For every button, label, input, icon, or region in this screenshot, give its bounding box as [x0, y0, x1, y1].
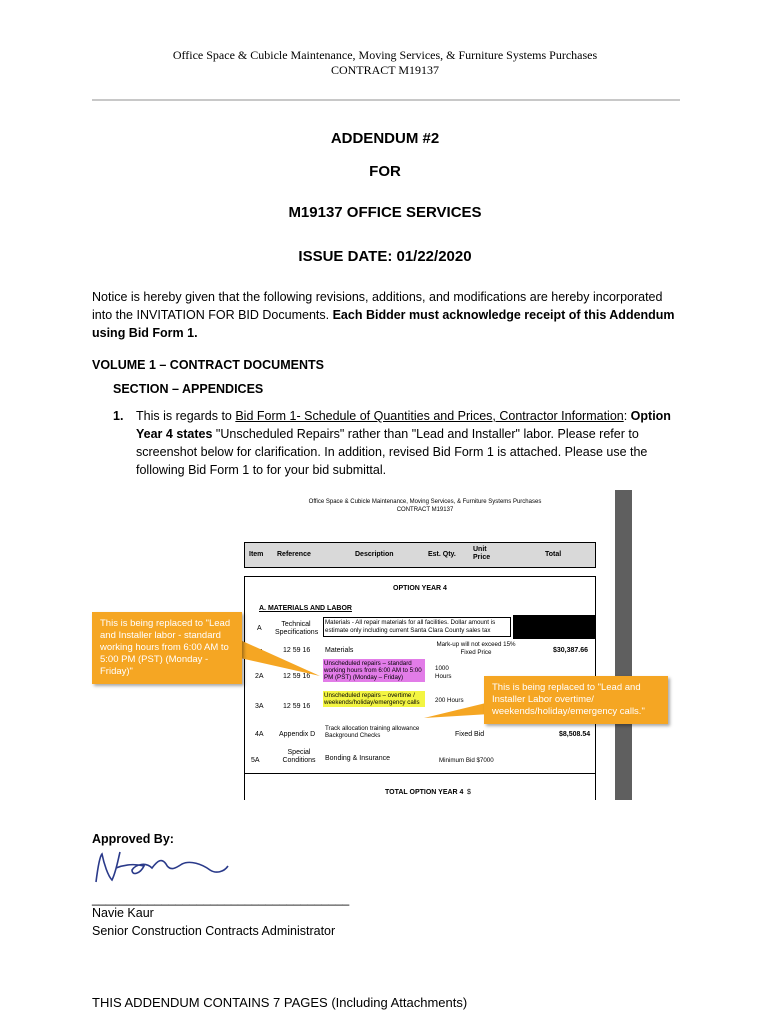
row-1a-desc: Materials [325, 647, 354, 654]
row-3a-ref: 12 59 16 [283, 703, 311, 710]
row-3a-qty: 200 Hours [435, 697, 464, 704]
approver-title: Senior Construction Contracts Administrator [92, 924, 336, 938]
row-5a-ref: Special Conditions [282, 749, 316, 764]
bid-form-screenshot [240, 490, 632, 800]
row-1a-total: $30,387.66 [553, 647, 589, 654]
row-4a-qty: Fixed Bid [455, 731, 485, 738]
row-1a-qty: Mark-up will not exceed 15% Fixed Price [436, 641, 516, 656]
item-1-paragraph [136, 407, 682, 479]
item-1-colon: : [623, 409, 631, 423]
signature-line: _____________________________________ [92, 892, 350, 906]
col-est-qty: Est. Qty. [428, 551, 456, 558]
header-line-1: Office Space & Cubicle Maintenance, Moving Services, & Furniture Systems Purchases [172, 48, 598, 62]
notice-bold: Each Bidder must acknowledge receipt of this Addendum using Bid Form 1. [92, 308, 675, 340]
row-4a-total: $8,508.54 [559, 731, 591, 738]
row-3a-item: 3A [255, 703, 264, 710]
shot-header-1: Office Space & Cubicle Maintenance, Moving Services, & Furniture Systems Purchases [308, 499, 542, 505]
item-1-pre: This is regards to [136, 409, 236, 423]
services-title: M19137 OFFICE SERVICES [288, 204, 482, 221]
approved-by-label: Approved By: [92, 832, 174, 846]
col-reference: Reference [277, 551, 311, 558]
header-divider [92, 99, 680, 101]
row-a-desc: Materials - All repair materials for all facilities. Dollar amount is estimate only including current Santa Clara County sales tax [323, 617, 511, 637]
col-item: Item [249, 551, 264, 558]
for-title: FOR [369, 163, 401, 180]
signature-image [92, 846, 232, 890]
bid-form-link-text: Bid Form 1- Schedule of Quantities and Prices, Contractor Information [235, 409, 624, 423]
footer-note: THIS ADDENDUM CONTAINS 7 PAGES (Including Attachments) [92, 995, 468, 1010]
section-a-title: A. MATERIALS AND LABOR [259, 605, 352, 612]
item-1-bold: Option Year 4 states [136, 409, 671, 441]
row-5a-item: 5A [251, 757, 260, 764]
row-2a-item: 2A [255, 673, 264, 680]
callout-right: This is being replaced to "Lead and Installer Labor overtime/ weekends/holiday/emergency calls." [484, 676, 668, 724]
notice-paragraph [92, 288, 682, 342]
row-1a-ref: 12 59 16 [283, 647, 311, 654]
row-5a-desc: Bonding & Insurance [325, 755, 390, 762]
callout-left: This is being replaced to "Lead and Installer labor - standard working hours from 6:00 AM to 5:00 PM (PST) (Monday -Friday)" [92, 612, 242, 684]
col-total: Total [545, 551, 562, 558]
row-4a-ref: Appendix D [279, 731, 316, 738]
row-2a-qty: 1000 Hours [435, 665, 452, 680]
header-line-2: CONTRACT M19137 [330, 63, 440, 77]
row-5a-qty: Minimum Bid $7000 [439, 757, 494, 764]
item-1-rest: "Unscheduled Repairs" rather than "Lead and Installer" labor. Please refer to screenshot below for clarification. In addition, revised Bid Form 1 is attached. Please use the following Bid Form 1 to for your bid submittal. [136, 427, 648, 477]
shot-header-2: CONTRACT M19137 [396, 507, 454, 513]
row-a-ref: Technical Specifications [275, 621, 319, 636]
item-number: 1. [113, 409, 124, 423]
row-2a-ref: 12 59 16 [283, 673, 311, 680]
total-option-value: $ [467, 789, 471, 796]
row-4a-desc: Track allocation training allowance Background Checks [325, 725, 420, 739]
col-description: Description [355, 551, 394, 558]
row-2a-desc: Unscheduled repairs – standard working hours from 6:00 AM to 5:00 PM (PST) (Monday – Friday) [323, 659, 425, 682]
row-4a-item: 4A [255, 731, 264, 738]
row-3a-desc: Unscheduled repairs – overtime / weekends/holiday/emergency calls [323, 691, 425, 707]
volume-heading: VOLUME 1 – CONTRACT DOCUMENTS [92, 358, 324, 372]
notice-text: Notice is hereby given that the following revisions, additions, and modifications are hereby incorporated into the INVITATION FOR BID Documents. [92, 290, 663, 322]
approver-name: Navie Kaur [92, 906, 154, 920]
row-a-item: A [257, 625, 262, 632]
col-unit-price: Unit Price [473, 546, 491, 561]
option-year-title: OPTION YEAR 4 [393, 585, 447, 592]
addendum-title: ADDENDUM #2 [330, 130, 440, 147]
callout-arrows [240, 490, 632, 800]
issue-date: ISSUE DATE: 01/22/2020 [298, 248, 472, 265]
total-option-label: TOTAL OPTION YEAR 4 [385, 789, 464, 796]
section-heading: SECTION – APPENDICES [113, 382, 264, 396]
